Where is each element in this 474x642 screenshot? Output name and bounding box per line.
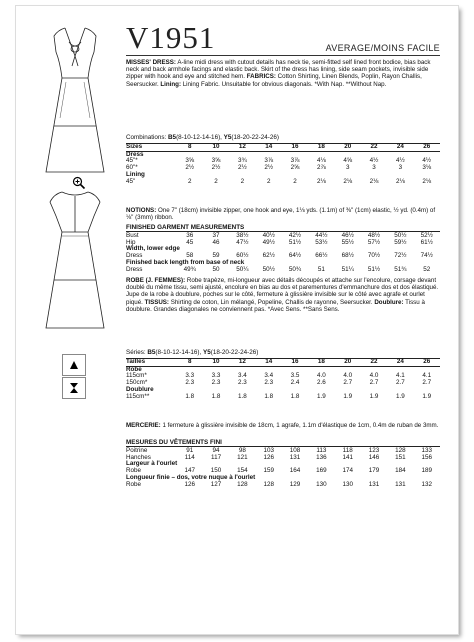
size-header-cell: 26 <box>414 144 440 152</box>
size-header-cell: 10 <box>203 144 229 152</box>
pattern-page <box>16 6 458 634</box>
row-label: Hip <box>126 238 136 246</box>
table-cell: 74½ <box>420 252 433 260</box>
table-cell: 59½ <box>394 238 407 246</box>
table-cell: 50 <box>212 265 220 273</box>
table-cell: 136 <box>316 453 327 461</box>
combination-b5-fr: B5 <box>147 349 156 356</box>
table-cell: 141 <box>342 453 353 461</box>
size-header-cell: 22 <box>361 144 387 152</box>
table-cell: 1.8 <box>264 392 274 400</box>
table-cell: 128 <box>237 480 248 488</box>
table-cell: 3 <box>345 164 350 172</box>
row-label: Doublure <box>126 385 154 393</box>
size-header-cell: 14 <box>256 359 282 367</box>
table-section-row <box>126 387 440 394</box>
table-cell: 3⅝ <box>211 157 221 165</box>
table-cell: 44½ <box>315 232 328 239</box>
row-label: Dress <box>126 150 144 158</box>
row-label: Dress <box>126 265 143 273</box>
table-cell: 94 <box>212 447 220 454</box>
combinations-label-fr: Séries: <box>126 349 148 356</box>
notions-fr <box>126 422 440 429</box>
table-cell: 38½ <box>236 232 249 239</box>
lining-title-en: Lining: <box>160 80 182 88</box>
table-cell: 2 <box>240 177 245 185</box>
table-cell: 127 <box>210 480 222 488</box>
size-header-cell: 18 <box>308 144 334 152</box>
lining-title-fr: Doublure: <box>374 298 404 306</box>
sizes-header-row <box>126 359 440 367</box>
table-cell: 130 <box>342 480 353 488</box>
combination-y5-en: Y5 <box>223 134 232 141</box>
table-cell: 42½ <box>288 232 302 239</box>
row-label: Width, lower edge <box>126 245 180 253</box>
table-cell: 66½ <box>315 252 328 260</box>
measurements-title-en: FINISHED GARMENT MEASUREMENTS <box>126 224 440 232</box>
table-cell: 2 <box>293 177 297 185</box>
table-row <box>126 394 440 401</box>
table-cell: 72½ <box>394 252 407 260</box>
size-header-cell: 20 <box>335 359 361 367</box>
table-row <box>126 233 440 240</box>
table-cell: 133 <box>421 447 433 454</box>
row-label: 60"* <box>126 164 138 172</box>
table-cell: 4.1 <box>395 372 405 380</box>
table-cell: 62½ <box>262 252 275 260</box>
table-cell: 50½ <box>262 265 275 273</box>
description-fr <box>126 277 440 313</box>
table-cell: 4⅛ <box>316 157 326 165</box>
size-header-cell: 16 <box>282 359 308 367</box>
size-header-cell: 20 <box>335 144 361 152</box>
size-header-cell: 10 <box>203 359 229 367</box>
table-cell: 64½ <box>288 252 302 260</box>
row-label: Longueur finie – dos, votre nuque à l'ourlet <box>126 473 256 481</box>
table-cell: 131 <box>368 480 380 488</box>
table-cell: 2½ <box>238 164 247 172</box>
lining-body-en: Lining Fabric. Unsuitable for obvious diagonals. *With Nap. **Without Nap. <box>181 80 387 88</box>
yardage-table-en <box>126 143 440 185</box>
table-row <box>126 448 440 455</box>
combination-y5-fr: Y5 <box>203 349 211 356</box>
fabrics-title-fr: TISSUS: <box>144 298 169 306</box>
size-header-cell: 16 <box>282 144 308 152</box>
table-row <box>126 179 440 186</box>
table-cell: 2⅛ <box>343 177 353 185</box>
table-cell: 37 <box>212 232 220 239</box>
lining-body-fr: Tissu à doublure. Grandes diagonales ne conviennent pas. *Avec Sens. **Sans Sens. <box>126 298 425 313</box>
sizes-header-row <box>126 144 440 152</box>
table-cell: 3.5 <box>290 372 300 380</box>
table-cell: 2⅛ <box>369 177 379 185</box>
combination-y5-sizes-en: (18-20-22-24-26) <box>231 134 279 141</box>
row-label: Robe <box>126 365 142 373</box>
table-cell: 2⅛ <box>395 177 405 185</box>
table-cell: 169 <box>316 467 327 475</box>
table-cell: 117 <box>211 453 222 461</box>
table-cell: 3¾ <box>238 157 247 165</box>
table-cell: 103 <box>263 447 274 454</box>
dress-front-sketch <box>32 22 118 182</box>
table-cell: 61½ <box>420 238 433 246</box>
table-cell: 2.3 <box>211 379 221 387</box>
table-cell: 46½ <box>341 232 354 239</box>
table-cell: 51 <box>317 265 325 273</box>
table-cell: 2.7 <box>343 379 353 387</box>
table-cell: 129 <box>289 480 301 488</box>
table-cell: 150 <box>210 467 222 475</box>
description-body-en: A-line midi dress with cutout details has neck tie, semi-fitted self lined front bodice, bias back neck and back armhole facings and elastic back. Skirt of the dress has lining, side seam pockets, invisible side zipper with hook and eye and stitched hem. <box>126 59 431 81</box>
table-cell: 51½ <box>288 238 302 246</box>
triangle-up-icon <box>69 360 79 370</box>
table-cell: 51½ <box>367 265 381 273</box>
row-label: Lining <box>126 170 145 178</box>
table-cell: 2⅞ <box>316 164 326 172</box>
size-header-cell: 8 <box>177 144 203 152</box>
table-cell: 1.8 <box>238 392 247 400</box>
table-cell: 59 <box>212 252 220 260</box>
table-cell: 1.9 <box>343 392 353 400</box>
table-cell: 57½ <box>367 238 381 246</box>
size-header-cell: 24 <box>387 359 413 367</box>
table-cell: 49¾ <box>183 265 196 273</box>
measurements-table-en <box>126 233 440 273</box>
table-cell: 2 <box>187 177 192 185</box>
table-cell: 179 <box>368 467 380 475</box>
row-label: Dress <box>126 252 143 260</box>
table-cell: 184 <box>395 467 406 475</box>
table-cell: 2⅝ <box>290 164 300 172</box>
table-cell: 60½ <box>236 252 249 260</box>
table-cell: 51¼ <box>341 265 354 273</box>
dress-back-sketch <box>32 186 118 336</box>
table-row <box>126 373 440 380</box>
table-cell: 48½ <box>367 232 381 239</box>
difficulty-level: AVERAGE/MOINS FACILE <box>325 43 440 53</box>
table-cell: 108 <box>289 447 301 454</box>
table-cell: 3.4 <box>238 372 247 380</box>
table-cell: 2½ <box>185 164 195 172</box>
table-cell: 1.9 <box>316 392 326 400</box>
row-label: 115cm** <box>126 392 150 400</box>
measurements-table-fr <box>126 448 440 488</box>
size-header-cell: 8 <box>177 359 203 367</box>
table-cell: 123 <box>368 447 380 454</box>
table-cell: 2.3 <box>264 379 274 387</box>
table-cell: 4⅝ <box>343 157 353 165</box>
description-body-fr: Robe trapèze, mi-longueur avec détails découpés et attache sur l'encolure, corsage devant doublé du même tissu, semi ajusté, encolure en bias au dos et parementures d'emmanchure dos et dos élastiqué. Jupe de la robe à doublure, poches sur le côté, fermeture à glissière invisible sur le côté avec agrafe et ourlet piqué. <box>126 277 439 306</box>
table-cell: 2.3 <box>238 379 247 387</box>
row-label: 45" <box>126 177 136 185</box>
notions-en <box>126 207 440 221</box>
table-section-row <box>126 475 440 482</box>
table-row <box>126 158 440 165</box>
table-cell: 3.3 <box>185 372 195 380</box>
table-row <box>126 380 440 387</box>
table-cell: 131 <box>289 453 301 461</box>
table-cell: 4.1 <box>422 372 432 380</box>
row-label: Robe <box>126 480 142 488</box>
table-cell: 113 <box>316 447 327 454</box>
row-label: Bust <box>126 232 139 239</box>
table-cell: 3⅝ <box>185 157 195 165</box>
table-cell: 2.7 <box>422 379 432 387</box>
row-label: Robe <box>126 467 142 475</box>
table-cell: 4.0 <box>369 372 379 380</box>
table-cell: 53½ <box>315 238 328 246</box>
sizes-label: Sizes <box>126 144 177 152</box>
table-cell: 50½ <box>394 232 407 239</box>
table-cell: 40½ <box>262 232 275 239</box>
table-cell: 50¼ <box>236 265 249 273</box>
description-title-fr: ROBE (J. FEMMES): <box>126 277 186 284</box>
table-cell: 118 <box>342 447 353 454</box>
table-cell: 2.7 <box>395 379 405 387</box>
table-cell: 126 <box>263 453 274 461</box>
table-cell: 36 <box>186 232 194 239</box>
table-cell: 4½ <box>369 157 379 165</box>
table-cell: 47½ <box>236 238 249 246</box>
table-section-row <box>126 172 440 179</box>
table-cell: 3.4 <box>264 372 274 380</box>
fabrics-body-en: Cotton Shirting, Linen Blends, Poplin, Rayon Challis, Seersucker. <box>126 73 422 88</box>
table-cell: 189 <box>421 467 433 475</box>
row-label: 115cm* <box>126 372 147 380</box>
table-cell: 2⅛ <box>316 177 326 185</box>
table-cell: 55½ <box>341 238 354 246</box>
table-row <box>126 165 440 172</box>
sizes-label: Tailles <box>126 359 177 367</box>
table-cell: 2⅛ <box>422 177 432 185</box>
table-cell: 130 <box>316 480 327 488</box>
table-cell: 131 <box>395 480 406 488</box>
table-cell: 121 <box>237 453 248 461</box>
description-en <box>126 59 440 88</box>
table-cell: 1.9 <box>369 392 379 400</box>
table-cell: 3⅛ <box>422 164 432 172</box>
table-cell: 3⅞ <box>264 157 274 165</box>
combination-b5-sizes-en: (8-10-12-14-16), <box>176 134 224 141</box>
table-row <box>126 482 440 489</box>
table-cell: 2.3 <box>185 379 195 387</box>
size-header-cell: 18 <box>308 359 334 367</box>
table-cell: 50¾ <box>288 265 302 273</box>
row-label: Finished back length from base of neck <box>126 258 245 266</box>
table-cell: 4½ <box>395 157 405 165</box>
table-cell: 128 <box>395 447 406 454</box>
row-label: 45"* <box>126 157 138 165</box>
table-cell: 159 <box>263 467 274 475</box>
table-cell: 3⅞ <box>290 157 300 165</box>
table-cell: 58 <box>186 252 194 260</box>
table-cell: 174 <box>342 467 353 475</box>
notions-body-en: One 7" (18cm) invisible zipper, one hook and eye, 1⅛ yds. (1.1m) of ⅜" (1cm) elastic, ½ yd. (0.4m) of ⅛" (3mm) ribbon. <box>126 207 436 222</box>
table-cell: 3 <box>372 164 376 172</box>
row-label: Largeur à l'ourlet <box>126 460 178 468</box>
table-cell: 114 <box>184 453 195 461</box>
combination-y5-sizes-fr: (18-20-22-24-26) <box>210 349 259 356</box>
table-cell: 52 <box>423 265 431 273</box>
size-header-cell: 12 <box>229 144 255 152</box>
table-cell: 147 <box>184 467 195 475</box>
combinations-fr <box>126 349 440 356</box>
table-cell: 3 <box>398 164 403 172</box>
notions-title-en: NOTIONS: <box>126 207 157 214</box>
row-label: Hanches <box>126 453 151 461</box>
table-cell: 126 <box>184 480 195 488</box>
size-header-cell: 14 <box>256 144 282 152</box>
page-navigation <box>62 354 86 400</box>
table-cell: 4.0 <box>316 372 326 380</box>
table-row <box>126 267 440 274</box>
fabrics-body-fr: Shirting de coton, Lin mélangé, Popeline, Challis de rayonne, Seersucker. <box>169 298 375 306</box>
table-cell: 2.7 <box>369 379 379 387</box>
table-section-row <box>126 246 440 253</box>
fabrics-title-en: FABRICS: <box>246 73 276 81</box>
table-section-row <box>126 366 440 373</box>
table-cell: 146 <box>368 453 380 461</box>
table-cell: 154 <box>237 467 248 475</box>
table-cell: 91 <box>186 447 194 454</box>
table-cell: 128 <box>263 480 274 488</box>
table-cell: 1.8 <box>185 392 195 400</box>
double-triangle-icon <box>69 382 79 394</box>
notions-body-fr: 1 fermeture à glissière invisible de 18cm, 1 agrafe, 1.1m d'élastique de 1cm, 0.4m de ruban de 3mm. <box>160 422 439 429</box>
yardage-table-fr <box>126 358 440 400</box>
size-header-cell: 12 <box>229 359 255 367</box>
size-header-cell: 22 <box>361 359 387 367</box>
table-cell: 1.9 <box>395 392 405 400</box>
table-cell: 46 <box>212 238 220 246</box>
table-cell: 45 <box>186 238 194 246</box>
table-cell: 68½ <box>341 252 354 260</box>
table-cell: 156 <box>421 453 433 461</box>
table-cell: 2.4 <box>290 379 300 387</box>
header-divider <box>126 55 440 56</box>
table-cell: 1.8 <box>211 392 221 400</box>
size-header-cell: 24 <box>387 144 413 152</box>
table-cell: 132 <box>421 480 433 488</box>
table-cell: 151 <box>395 453 406 461</box>
combinations-en <box>126 134 440 141</box>
combination-b5-en: B5 <box>168 134 177 141</box>
table-cell: 2½ <box>264 164 274 172</box>
table-cell: 3.3 <box>211 372 221 380</box>
table-cell: 2 <box>214 177 218 185</box>
first-page-button[interactable] <box>62 354 86 376</box>
table-cell: 52½ <box>420 232 433 239</box>
table-cell: 1.9 <box>422 392 432 400</box>
table-cell: 1.8 <box>290 392 300 400</box>
table-cell: 51¾ <box>394 265 407 273</box>
description-title-en: MISSES' DRESS: <box>126 59 176 66</box>
notions-title-fr: MERCERIE: <box>126 422 161 429</box>
combination-b5-sizes-fr: (8-10-12-14-16), <box>155 349 204 356</box>
table-cell: 4.0 <box>343 372 353 380</box>
row-label: 150cm* <box>126 379 148 387</box>
table-cell: 98 <box>238 447 246 454</box>
last-page-button[interactable] <box>62 377 86 399</box>
row-label: Poitrine <box>126 447 148 454</box>
size-header-cell: 26 <box>414 359 440 367</box>
table-cell: 70½ <box>367 252 381 260</box>
table-section-row <box>126 260 440 267</box>
table-cell: 2 <box>266 177 271 185</box>
table-cell: 4½ <box>422 157 432 165</box>
pattern-number: V1951 <box>126 20 216 55</box>
table-cell: 164 <box>289 467 301 475</box>
table-cell: 2½ <box>211 164 221 172</box>
table-cell: 2.6 <box>316 379 326 387</box>
measurements-title-fr: MESURES DU VÊTEMENTS FINI <box>126 439 440 447</box>
combinations-label-en: Combinations: <box>126 134 168 141</box>
table-section-row <box>126 151 440 158</box>
table-cell: 49½ <box>262 238 275 246</box>
table-section-row <box>126 461 440 468</box>
